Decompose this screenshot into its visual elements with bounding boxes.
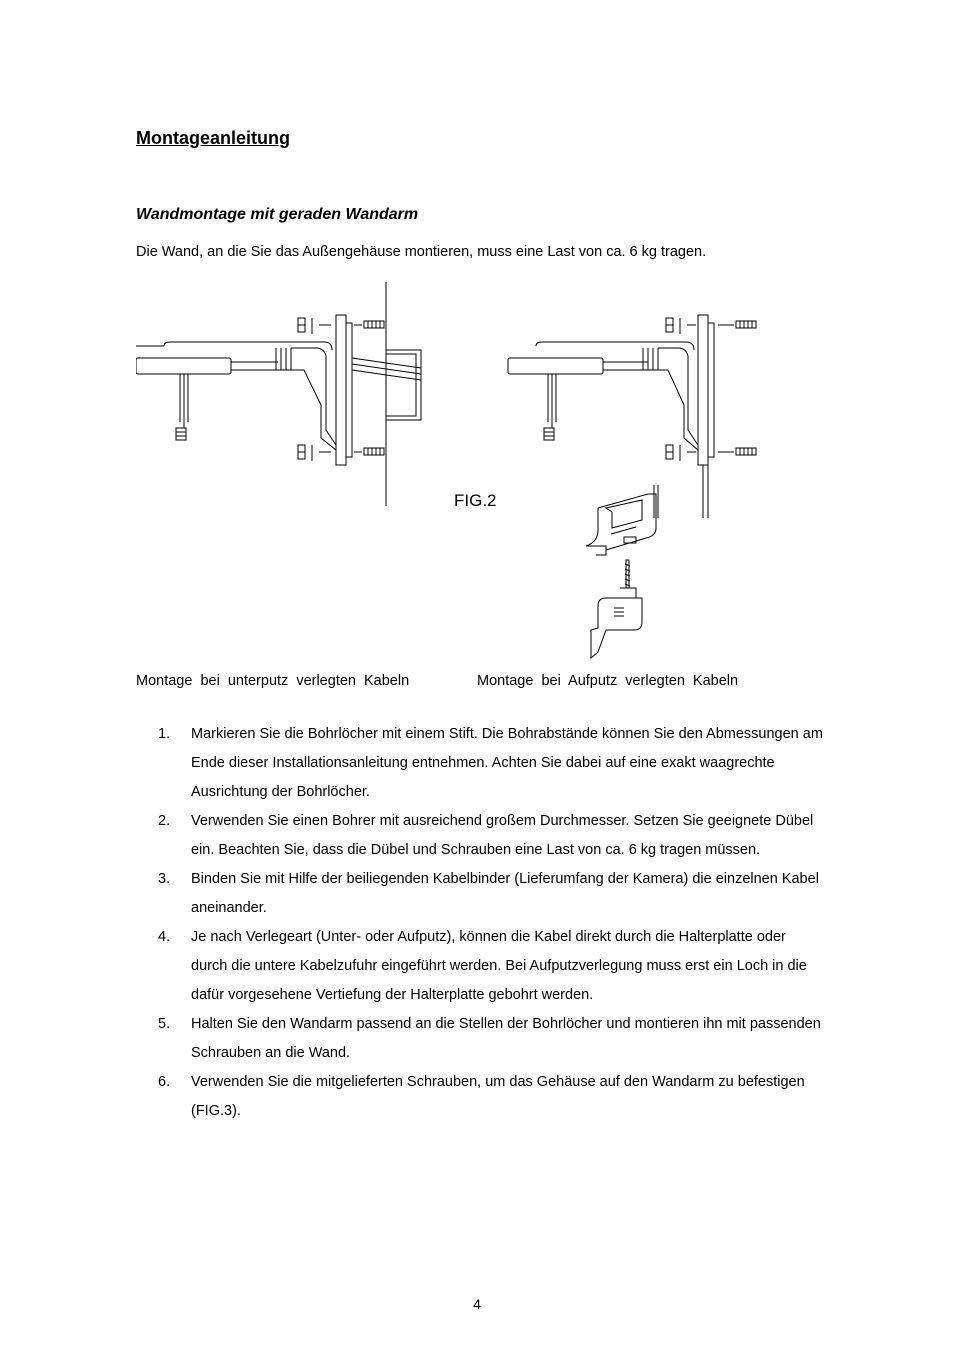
step-text: Halten Sie den Wandarm passend an die Stellen der Bohrlöcher und montieren ihn mit passenden Schrauben an die Wand.	[191, 1016, 821, 1061]
left-drawing	[136, 282, 421, 506]
list-item	[136, 865, 826, 923]
page-title: Montageanleitung	[136, 128, 290, 148]
right-drawing	[508, 315, 756, 518]
detail-drawing	[586, 485, 658, 658]
caption-left: Montage bei unterputz verlegten Kabeln	[136, 673, 410, 689]
step-number: 3.	[158, 871, 171, 887]
caption-right: Montage bei Aufputz verlegten Kabeln	[477, 673, 739, 689]
list-item	[136, 923, 826, 1010]
step-number: 6.	[158, 1074, 171, 1090]
list-item	[136, 720, 826, 807]
step-number: 1.	[158, 726, 171, 742]
instruction-steps	[136, 720, 826, 1126]
list-item	[136, 1068, 826, 1126]
figure-label: FIG.2	[454, 491, 497, 510]
step-number: 4.	[158, 929, 171, 945]
step-text: Binden Sie mit Hilfe der beiliegenden Kabelbinder (Lieferumfang der Kamera) die einzelnen Kabel aneinander.	[191, 871, 819, 916]
step-text: Verwenden Sie einen Bohrer mit ausreichend großem Durchmesser. Setzen Sie geeignete Dübel ein. Beachten Sie, dass die Dübel und Schrauben eine Last von ca. 6 kg tragen müssen.	[191, 813, 814, 858]
intro-text: Die Wand, an die Sie das Außengehäuse montieren, muss eine Last von ca. 6 kg tragen.	[136, 244, 707, 260]
page-number: 4	[473, 1296, 481, 1312]
step-text: Markieren Sie die Bohrlöcher mit einem Stift. Die Bohrabstände können Sie den Abmessungen am Ende dieser Installationsanleitung entnehmen. Achten Sie dabei auf eine exakt waagrechte Ausrichtung der Bohrlöcher.	[191, 726, 823, 800]
section-subtitle: Wandmontage mit geraden Wandarm	[136, 206, 419, 223]
list-item	[136, 1010, 826, 1068]
step-text: Je nach Verlegeart (Unter- oder Aufputz), können die Kabel direkt durch die Halterplatte oder durch die untere Kabelzufuhr eingeführt werden. Bei Aufputzverlegung muss erst ein Loch in die dafür vorgesehene Vertiefung der Halterplatte gebohrt werden.	[191, 929, 807, 1003]
step-text: Verwenden Sie die mitgelieferten Schrauben, um das Gehäuse auf den Wandarm zu befestigen (FIG.3).	[191, 1074, 805, 1119]
list-item	[136, 807, 826, 865]
step-number: 2.	[158, 813, 171, 829]
mounting-figure-illustration	[136, 280, 816, 665]
step-number: 5.	[158, 1016, 171, 1032]
